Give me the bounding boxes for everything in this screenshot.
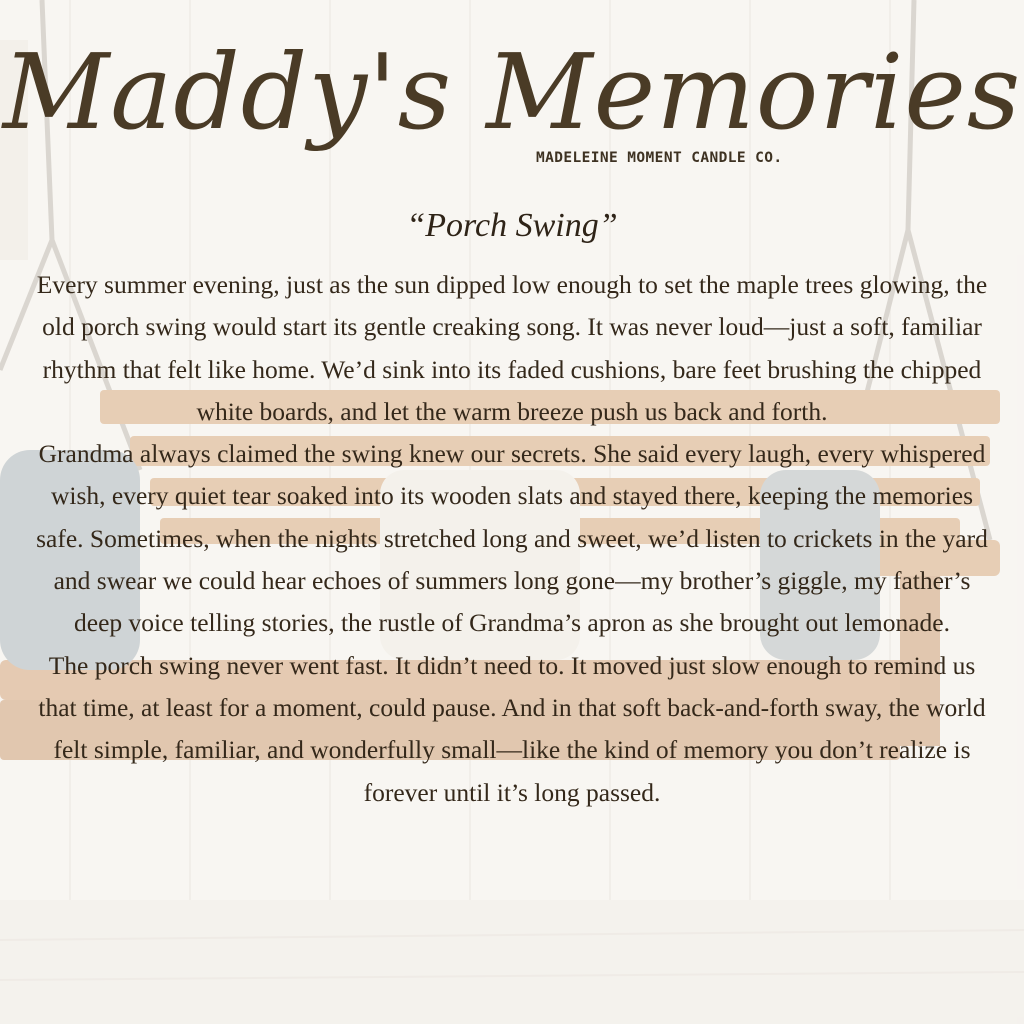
story-paragraph-1: Every summer evening, just as the sun dipped low enough to set the maple trees glowing, the old porch swing would start its gentle creaking song. It was never loud—just a soft, familiar rhythm that felt like home. We’d sink into its faded cushions, bare feet brushing the chipped white boards, and let the warm breeze push us back and forth. (36, 270, 988, 426)
company-name: MADELEINE MOMENT CANDLE CO. (536, 150, 783, 166)
story-title: “Porch Swing” (406, 207, 618, 244)
brand-script-title: Maddy's Memories (2, 31, 1022, 153)
story-paragraph-2: Grandma always claimed the swing knew our secrets. She said every laugh, every whispered wish, every quiet tear soaked into its wooden slats and stayed there, keeping the memories safe. Sometimes, when the nights stretched long and sweet, we’d listen to crickets in the yard and swear we could hear echoes of summers long gone—my brother’s giggle, my father’s deep voice telling stories, the rustle of Grandma’s apron as she brought out lemonade. (36, 439, 988, 638)
story-body (30, 264, 994, 814)
story-paragraph-3: The porch swing never went fast. It didn’t need to. It moved just slow enough to remind us that time, at least for a moment, could pause. And in that soft back-and-forth sway, the world felt simple, familiar, and wonderfully small—like the kind of memory you don’t realize is forever until it’s long passed. (38, 650, 986, 807)
